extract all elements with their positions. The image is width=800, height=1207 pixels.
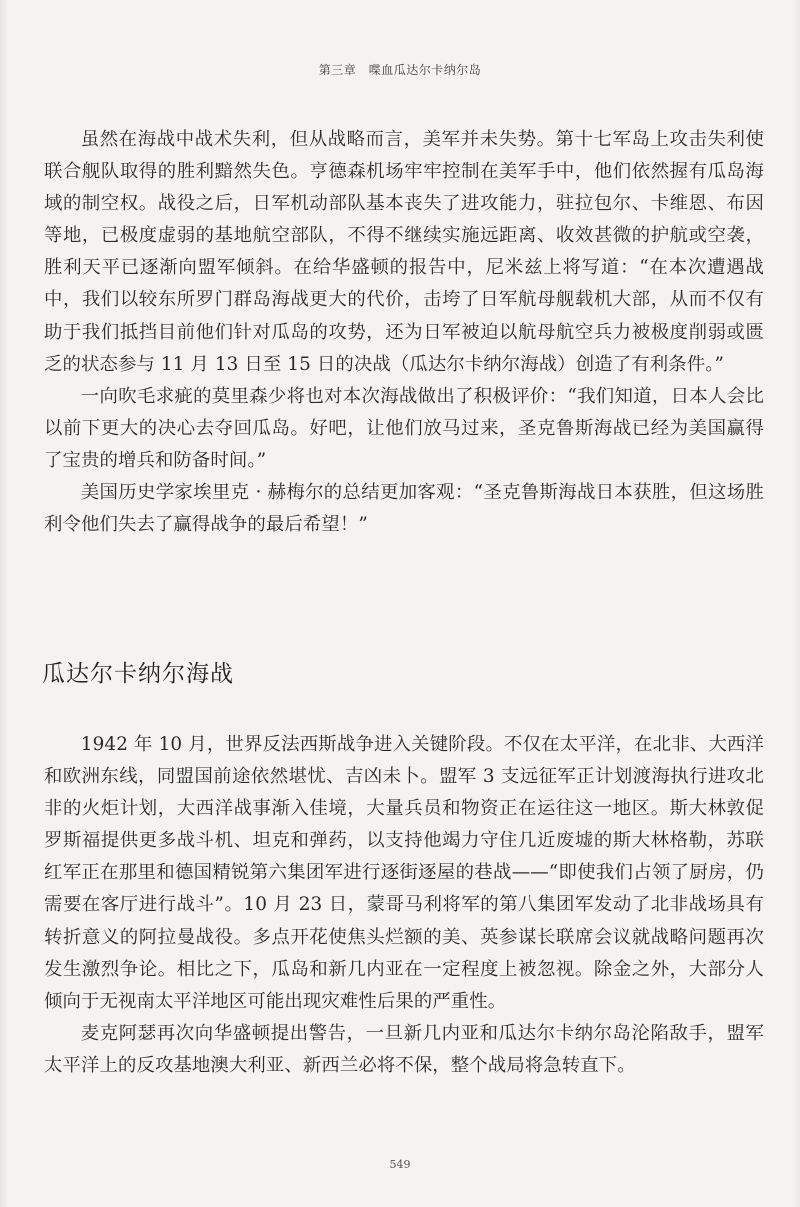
paragraph: 美国历史学家埃里克 · 赫梅尔的总结更加客观：“圣克鲁斯海战日本获胜，但这场胜利令他们失去了赢得战争的最后希望！” — [44, 482, 764, 536]
paragraph: 一向吹毛求疵的莫里森少将也对本次海战做出了积极评价：“我们知道，日本人会比以前下更大的决心去夺回瓜岛。好吧，让他们放马过来，圣克鲁斯海战已经为美国赢得了宝贵的增兵和防备时间。” — [44, 385, 764, 471]
page-number: 549 — [389, 1158, 411, 1171]
section-heading: 瓜达尔卡纳尔海战 — [42, 661, 234, 687]
page-edge-shadow — [792, 0, 800, 1207]
running-header: 第三章 喋血瓜达尔卡纳尔岛 — [318, 63, 482, 77]
paragraph: 虽然在海战中战术失利，但从战略而言，美军并未失势。第十七军岛上攻击失利使联合舰队取得的胜利黯然失色。亨德森机场牢牢控制在美军手中，他们依然握有瓜岛海域的制空权。战役之后，日军机动部队基本丧失了进攻能力，驻拉包尔、卡维恩、布因等地，已极度虚弱的基地航空部队，不得不继续实施远距离、收效甚微的护航或空袭，胜利天平已逐渐向盟军倾斜。在给华盛顿的报告中，尼米兹上将写道：“在本次遭遇战中，我们以较东所罗门群岛海战更大的代价，击垮了日军航母舰载机大部，从而不仅有助于我们抵挡目前他们针对瓜岛的攻势，还为日军被迫以航母航空兵力被极度削弱或匮乏的状态参与 11 月 13 日至 15 日的决战（瓜达尔卡纳尔海战）创造了有利条件。” — [44, 129, 764, 375]
section-one-body — [44, 124, 764, 541]
page-gutter-shadow — [0, 0, 8, 1207]
section-two-body — [44, 729, 764, 1082]
paragraph: 1942 年 10 月，世界反法西斯战争进入关键阶段。不仅在太平洋，在北非、大西洋和欧洲东线，同盟国前途依然堪忧、吉凶未卜。盟军 3 支远征军正计划渡海执行进攻北非的火炬计划，大西洋战事渐入佳境，大量兵员和物资正在运往这一地区。斯大林敦促罗斯福提供更多战斗机、坦克和弹药，以支持他竭力守住几近废墟的斯大林格勒，苏联红军正在那里和德国精锐第六集团军进行逐街逐屋的巷战——“即使我们占领了厨房，仍需要在客厅进行战斗”。10 月 23 日，蒙哥马利将军的第八集团军发动了北非战场具有转折意义的阿拉曼战役。多点开花使焦头烂额的美、英参谋长联席会议就战略问题再次发生激烈争论。相比之下，瓜岛和新几内亚在一定程度上被忽视。除金之外，大部分人倾向于无视南太平洋地区可能出现灾难性后果的严重性。 — [44, 734, 764, 1012]
paragraph: 麦克阿瑟再次向华盛顿提出警告，一旦新几内亚和瓜达尔卡纳尔岛沦陷敌手，盟军太平洋上的反攻基地澳大利亚、新西兰必将不保，整个战局将急转直下。 — [44, 1022, 764, 1076]
